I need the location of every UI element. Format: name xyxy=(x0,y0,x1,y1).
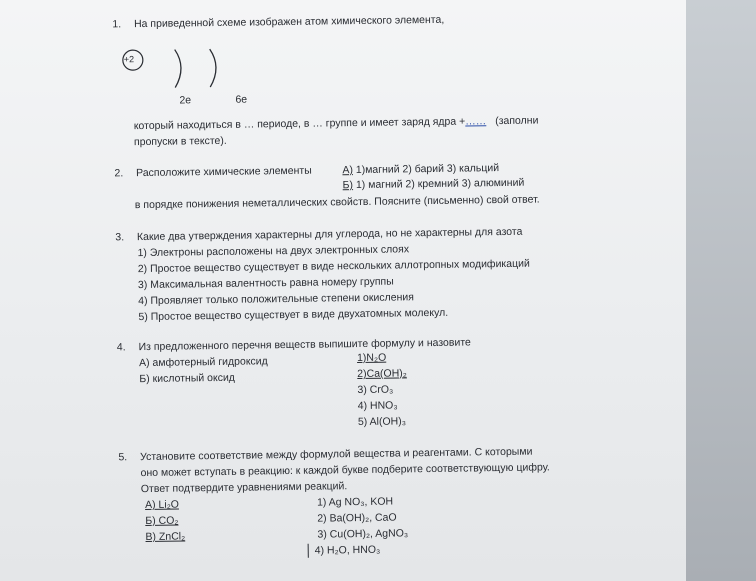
option-item: 4) Проявляет только положительные степени окисления xyxy=(138,291,414,308)
answer-blank: …… xyxy=(465,115,487,128)
option-item: 5) Простое вещество существует в виде двухатомных молекул. xyxy=(138,306,449,324)
question-number: 5. xyxy=(118,451,128,464)
question-number: 3. xyxy=(115,231,125,244)
shell-2-electrons: 6е xyxy=(235,93,248,106)
nucleus-charge: +2 xyxy=(123,54,135,65)
category-item: Б) кислотный оксид xyxy=(139,371,235,386)
substance-item: 1)N₂O xyxy=(356,351,387,365)
option-item: 1) Электроны расположены на двух электронных слоях xyxy=(137,243,410,260)
question-2-row-b: Б) 1) магний 2) кремний 3) алюминий xyxy=(342,176,525,192)
reagent-item: 4) H₂O, HNO₃ xyxy=(308,543,381,558)
question-1-continuation: который находиться в … периоде, в … группе и имеет заряд ядра +…… (заполни xyxy=(133,114,539,133)
formula-item: А) Li₂O xyxy=(144,498,179,512)
question-2-line2: в порядке понижения неметаллических свойств. Поясните (письменно) свой ответ. xyxy=(134,193,540,212)
question-2 xyxy=(114,164,311,181)
substance-item: 3) CrO₃ xyxy=(357,383,394,397)
question-1 xyxy=(112,13,444,32)
question-number: 2. xyxy=(114,167,124,180)
question-number: 1. xyxy=(112,18,122,31)
reagent-item: 2) Ba(OH)₂, CaO xyxy=(317,511,397,525)
shell-1-electrons: 2е xyxy=(179,94,192,107)
question-text: Расположите химические элементы xyxy=(136,164,312,180)
question-1-line2: пропуски в тексте). xyxy=(133,134,227,149)
formula-item: В) ZnCl₂ xyxy=(145,530,186,544)
substance-item: 2)Ca(OH)₂ xyxy=(357,367,407,381)
category-item: А) амфотерный гидроксид xyxy=(138,355,268,370)
screen-edge xyxy=(686,0,756,581)
question-5-line3: Ответ подтвердите уравнениями реакций. xyxy=(140,480,348,496)
question-text: Установите соответствие между формулой вещества и реагентами. С которыми xyxy=(139,445,533,464)
question-number: 4. xyxy=(116,341,126,354)
question-3 xyxy=(115,225,522,245)
question-text: Из предложенного перечня веществ выпишите формулу и назовите xyxy=(138,336,471,354)
option-item: 2) Простое вещество существует в виде нескольких аллотропных модификаций xyxy=(137,257,530,276)
reagent-item: 3) Cu(OH)₂, AgNO₃ xyxy=(317,527,409,541)
substance-item: 5) Al(OH)₃ xyxy=(357,415,407,429)
question-5-line2: оно может вступать в реакцию: к каждой букве подберите соответствующую цифру. xyxy=(140,461,550,480)
atom-diagram xyxy=(117,47,248,111)
question-4 xyxy=(117,335,471,354)
option-item: 3) Максимальная валентность равна номеру группы xyxy=(137,275,394,292)
substance-item: 4) HNO₃ xyxy=(357,399,398,413)
question-text: Какие два утверждения характерны для углерода, но не характерны для азота xyxy=(136,225,523,244)
formula-item: Б) CO₂ xyxy=(145,514,179,528)
question-2-row-a: А) 1)магний 2) барий 3) кальций xyxy=(342,162,500,177)
reagent-item: 1) Ag NO₃, KOH xyxy=(316,495,394,509)
question-text: На приведенной схеме изображен атом химического элемента, xyxy=(133,13,445,31)
